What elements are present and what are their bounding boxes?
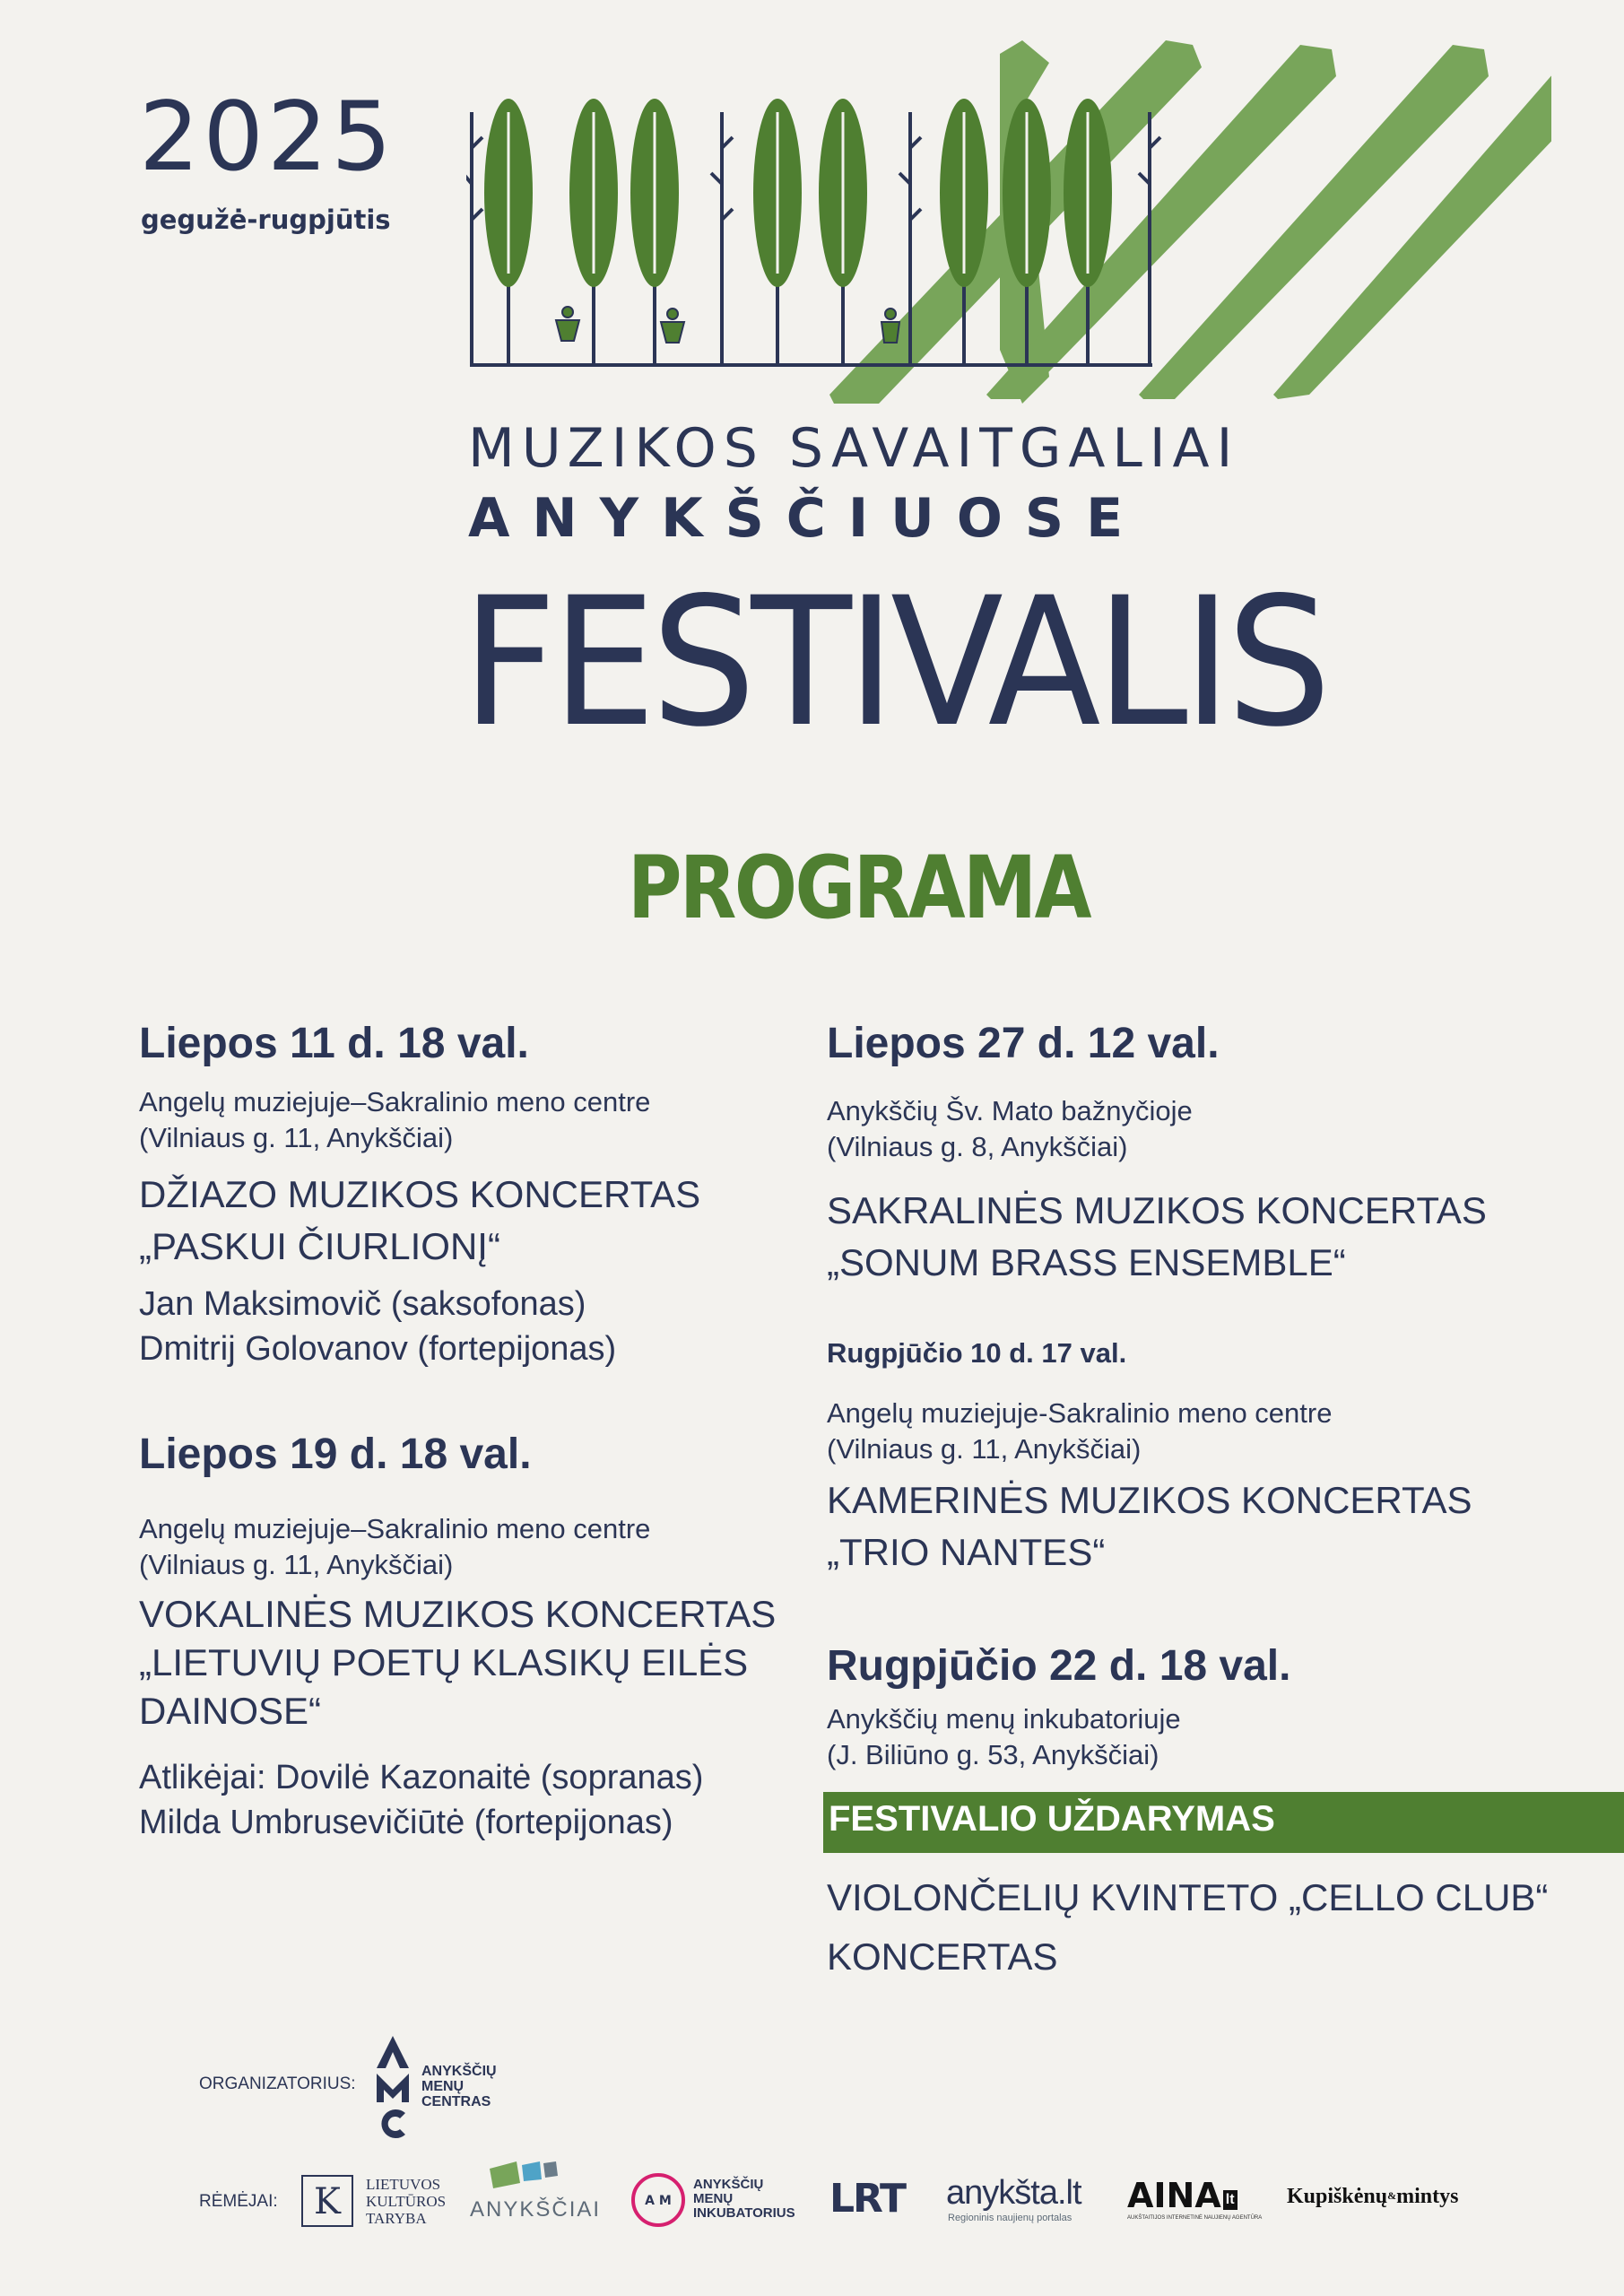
event-address: (Vilniaus g. 8, Anykščiai) xyxy=(827,1130,1128,1162)
event-title: VIOLONČELIŲ KVINTETO „CELLO CLUB“ xyxy=(827,1876,1549,1918)
event-title: KAMERINĖS MUZIKOS KONCERTAS xyxy=(827,1479,1472,1522)
event-title: „SONUM BRASS ENSEMBLE“ xyxy=(827,1240,1346,1283)
event-performer: Dmitrij Golovanov (fortepijonas) xyxy=(139,1329,617,1368)
event-address: (Vilniaus g. 11, Anykščiai) xyxy=(827,1433,1142,1465)
festival-subtitle-line2: ANYKŠČIUOSE xyxy=(468,487,1146,550)
event-title: DAINOSE“ xyxy=(139,1689,322,1732)
event-3 xyxy=(827,1021,1508,1289)
organizer-name: ANYKŠČIŲ MENŲ CENTRAS xyxy=(421,2064,497,2109)
sponsor-ami: A M ANYKŠČIŲ MENŲ INKUBATORIUS xyxy=(630,2172,686,2232)
event-5 xyxy=(827,1643,1508,1773)
sponsor-anyksciai: ANYKŠČIAI xyxy=(466,2161,588,2193)
event-title: „LIETUVIŲ POETŲ KLASIKŲ EILĖS xyxy=(139,1640,749,1683)
event-title: SAKRALINĖS MUZIKOS KONCERTAS xyxy=(827,1188,1487,1231)
anyksciai-logo-icon xyxy=(490,2161,588,2188)
sponsor-lrt: LRT xyxy=(829,2176,905,2222)
sponsor-anyksta: anykšta.lt Regioninis naujienų portalas xyxy=(946,2174,1081,2223)
event-date: Liepos 27 d. 12 val. xyxy=(827,1020,1220,1067)
event-1 xyxy=(139,1021,821,1371)
event-2 xyxy=(139,1431,821,1845)
sponsor-kupiskenu: Kupiškėnų&mintys xyxy=(1287,2185,1459,2208)
event-date: Rugpjūčio 22 d. 18 val. xyxy=(827,1642,1291,1690)
event-performer: Atlikėjai: Dovilė Kazonaitė (sopranas) xyxy=(139,1758,704,1796)
event-4 xyxy=(827,1338,1508,1578)
program-heading: PROGRAMA xyxy=(628,838,1090,938)
svg-text:K: K xyxy=(314,2181,341,2222)
event-address: (Vilniaus g. 11, Anykščiai) xyxy=(139,1548,454,1580)
festival-months: gegužė-rugpjūtis xyxy=(141,204,391,235)
event-5-title xyxy=(827,1868,1616,1987)
event-title: „TRIO NANTES“ xyxy=(827,1531,1106,1574)
event-address: (J. Biliūno g. 53, Anykščiai) xyxy=(827,1738,1159,1770)
organizer-label: ORGANIZATORIUS: xyxy=(199,2074,356,2093)
event-title: „PASKUI ČIURLIONĮ“ xyxy=(139,1224,500,1267)
event-venue: Anykščių Šv. Mato bažnyčioje xyxy=(827,1094,1193,1126)
festival-year: 2025 xyxy=(139,82,395,192)
organizer-logo-icon xyxy=(375,2034,411,2140)
event-title: DŽIAZO MUZIKOS KONCERTAS xyxy=(139,1172,701,1215)
event-date: Liepos 11 d. 18 val. xyxy=(139,1020,529,1067)
sponsors-label: RĖMĖJAI: xyxy=(199,2192,278,2211)
event-date: Liepos 19 d. 18 val. xyxy=(139,1431,532,1478)
event-title: KONCERTAS xyxy=(827,1935,1058,1978)
event-venue: Angelų muziejuje–Sakralinio meno centre xyxy=(139,1512,651,1544)
sponsor-aina: AINA lt AUKŠTAITIJOS INTERNETINĖ NAUJIENŲ AGENTŪRA xyxy=(1127,2176,1263,2221)
svg-text:A M: A M xyxy=(645,2194,672,2208)
ami-logo-icon xyxy=(630,2172,686,2228)
event-venue: Angelų muziejuje-Sakralinio meno centre xyxy=(827,1397,1333,1430)
event-title: VOKALINĖS MUZIKOS KONCERTAS xyxy=(139,1592,777,1635)
ltk-logo-icon xyxy=(299,2172,356,2230)
sponsor-ltk: K LIETUVOS KULTŪROS TARYBA xyxy=(299,2172,356,2234)
forest-illustration xyxy=(466,94,1166,381)
festival-title: FESTIVALIS xyxy=(462,559,1327,766)
event-venue: Anykščių menų inkubatoriuje xyxy=(827,1702,1181,1735)
closing-highlight-text: FESTIVALIO UŽDARYMAS xyxy=(829,1799,1275,1839)
closing-highlight-bar xyxy=(823,1792,1624,1853)
event-performer: Milda Umbrusevičiūtė (fortepijonas) xyxy=(139,1803,673,1841)
event-performer: Jan Maksimovič (saksofonas) xyxy=(139,1284,586,1323)
event-address: (Vilniaus g. 11, Anykščiai) xyxy=(139,1121,454,1153)
event-date: Rugpjūčio 10 d. 17 val. xyxy=(827,1337,1127,1369)
event-venue: Angelų muziejuje–Sakralinio meno centre xyxy=(139,1085,651,1118)
festival-subtitle-line1: MUZIKOS SAVAITGALIAI xyxy=(468,417,1240,480)
